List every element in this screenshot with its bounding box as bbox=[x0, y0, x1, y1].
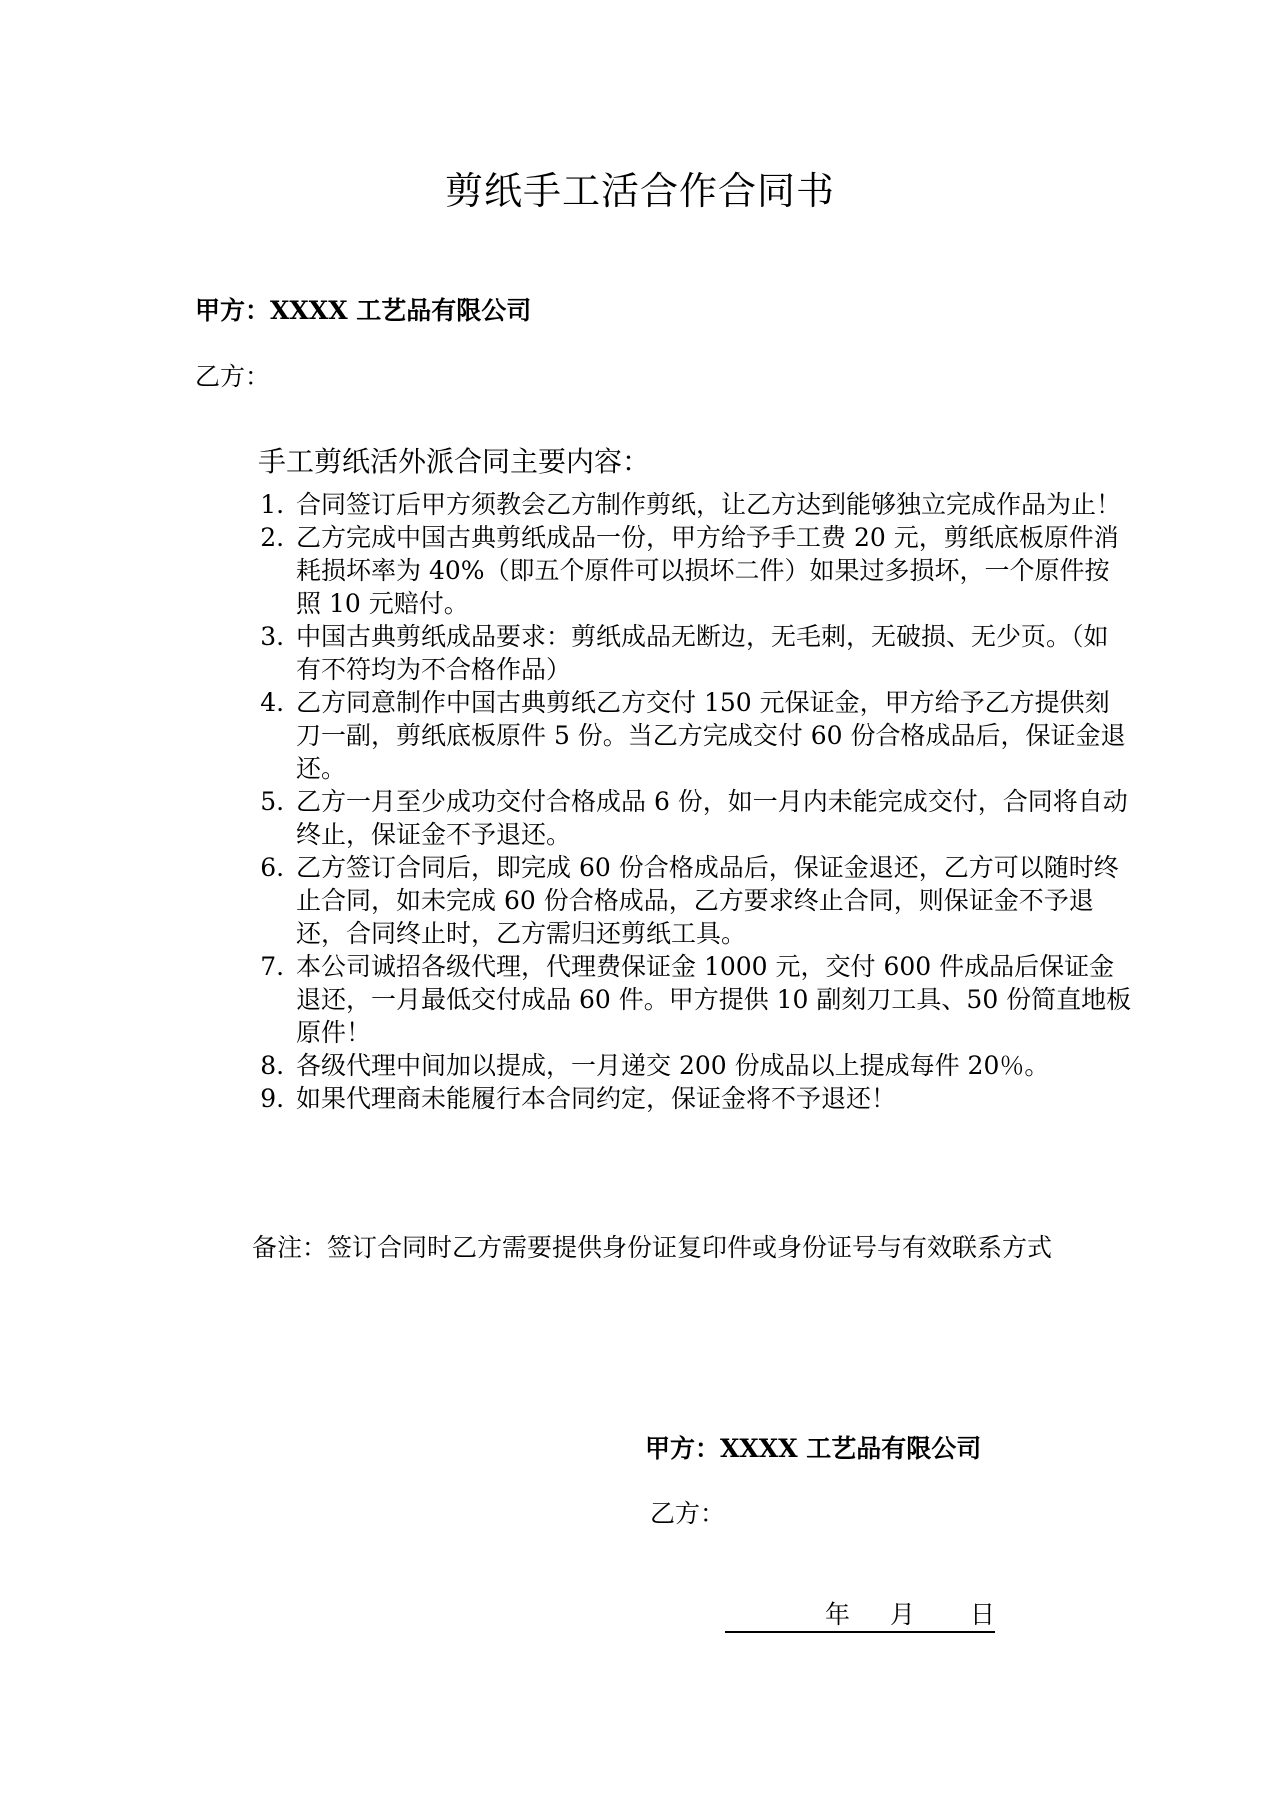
section-heading: 手工剪纸活外派合同主要内容： bbox=[258, 445, 651, 478]
term-item: 9. 如果代理商未能履行本合同约定，保证金将不予退还！ bbox=[292, 1082, 1132, 1115]
signature-party-b bbox=[650, 1494, 725, 1530]
terms-list bbox=[252, 488, 1132, 1115]
term-item: 8. 各级代理中间加以提成，一月递交 200 份成品以上提成每件 20％。 bbox=[292, 1049, 1132, 1082]
term-item: 3. 中国古典剪纸成品要求：剪纸成品无断边，无毛刺，无破损、无少页。（如有不符均为不合格作品） bbox=[292, 620, 1132, 686]
term-item: 1. 合同签订后甲方须教会乙方制作剪纸，让乙方达到能够独立完成作品为止！ bbox=[292, 488, 1132, 521]
signature-party-a-label: 甲方： bbox=[645, 1434, 721, 1463]
signature-party-b-label: 乙方： bbox=[650, 1499, 726, 1528]
term-item: 7. 本公司诚招各级代理，代理费保证金 1000 元，交付 600 件成品后保证金退还，一月最低交付成品 60 件。甲方提供 10 副刻刀工具、50 份简直地板原件！ bbox=[292, 950, 1132, 1049]
date-day-label: 日 bbox=[970, 1600, 996, 1629]
party-b-label: 乙方： bbox=[195, 362, 271, 391]
remark-note: 备注：签订合同时乙方需要提供身份证复印件或身份证号与有效联系方式 bbox=[252, 1233, 1053, 1262]
party-a-label: 甲方： bbox=[195, 296, 271, 325]
page-title: 剪纸手工活合作合同书 bbox=[444, 169, 835, 213]
date-month-label: 月 bbox=[890, 1600, 916, 1629]
date-year-label: 年 bbox=[825, 1600, 851, 1629]
term-item: 5. 乙方一月至少成功交付合格成品 6 份，如一月内未能完成交付，合同将自动终止，保证金不予退还。 bbox=[292, 785, 1132, 851]
term-item: 4. 乙方同意制作中国古典剪纸乙方交付 150 元保证金，甲方给予乙方提供刻刀一副，剪纸底板原件 5 份。当乙方完成交付 60 份合格成品后，保证金退还。 bbox=[292, 686, 1132, 785]
date-line bbox=[725, 1595, 995, 1633]
signature-party-a bbox=[645, 1429, 981, 1465]
party-b-line bbox=[195, 357, 270, 393]
party-a-name: XXXX 工艺品有限公司 bbox=[270, 296, 532, 325]
party-a-line bbox=[195, 291, 531, 327]
term-item: 6. 乙方签订合同后，即完成 60 份合格成品后，保证金退还，乙方可以随时终止合同，如未完成 60 份合格成品，乙方要求终止合同，则保证金不予退还，合同终止时，乙方需归还剪纸工具。 bbox=[292, 851, 1132, 950]
signature-party-a-name: XXXX 工艺品有限公司 bbox=[720, 1434, 982, 1463]
term-item: 2. 乙方完成中国古典剪纸成品一份，甲方给予手工费 20 元，剪纸底板原件消耗损坏率为 40%（即五个原件可以损坏二件）如果过多损坏，一个原件按照 10 元赔付。 bbox=[292, 521, 1132, 620]
